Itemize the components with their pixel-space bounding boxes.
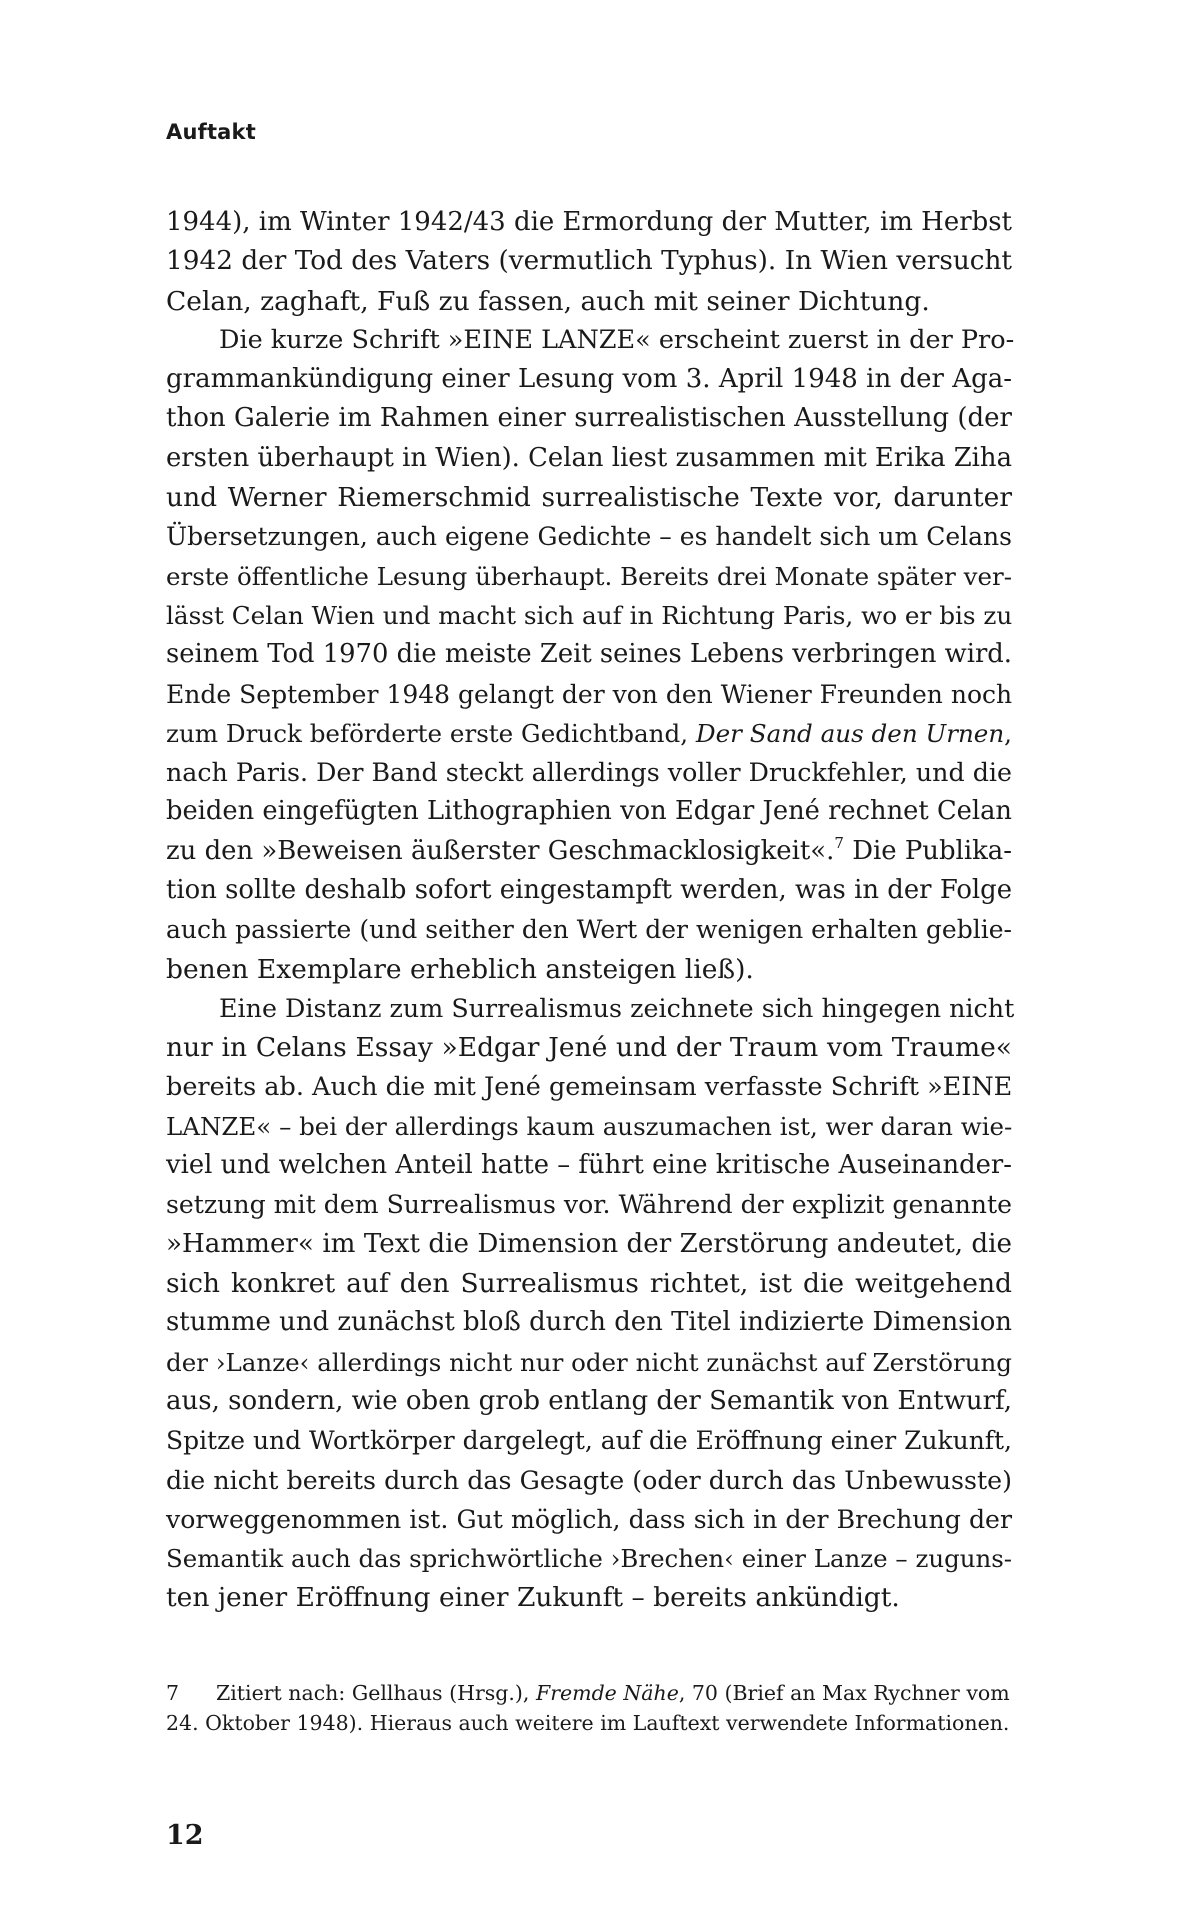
- line-text: Die Publika-: [843, 835, 1012, 866]
- body-line: stumme und zunächst bloß durch den Titel indizierte Dimension: [166, 1307, 1012, 1338]
- body-line: tion sollte deshalb sofort eingestampft werden, was in der Folge: [166, 875, 1012, 906]
- body-line: Die kurze Schrift »EINE LANZE« erscheint zuerst in der Pro-: [219, 324, 1015, 355]
- footnote-number: 7: [166, 1681, 180, 1705]
- body-line: thon Galerie im Rahmen einer surrealistischen Ausstellung (der: [166, 403, 1012, 434]
- body-line: nach Paris. Der Band steckt allerdings voller Druckfehler, und die: [166, 758, 1012, 788]
- body-line: die nicht bereits durch das Gesagte (oder durch das Unbewusste): [166, 1465, 1012, 1495]
- body-line: [166, 832, 1012, 871]
- body-line: Spitze und Wortkörper dargelegt, auf die Eröffnung einer Zukunft,: [166, 1426, 1012, 1456]
- body-line: LANZE« – bei der allerdings kaum auszumachen ist, wer daran wie-: [166, 1111, 1013, 1141]
- line-text: zu den »Beweisen äußerster Geschmacklosigkeit«.: [166, 835, 835, 866]
- footnote: [166, 1678, 1012, 1738]
- body-line: lässt Celan Wien und macht sich auf in Richtung Paris, wo er bis zu: [166, 600, 1013, 630]
- body-line: erste öffentliche Lesung überhaupt. Bereits drei Monate später ver-: [166, 561, 1012, 591]
- body-line: seinem Tod 1970 die meiste Zeit seines Lebens verbringen wird.: [166, 639, 1012, 670]
- body-line: vorweggenommen ist. Gut möglich, dass sich in der Brechung der: [166, 1504, 1012, 1534]
- body-line: bereits ab. Auch die mit Jené gemeinsam verfasste Schrift »EINE: [166, 1071, 1013, 1102]
- body-line: Eine Distanz zum Surrealismus zeichnete sich hingegen nicht: [219, 992, 1015, 1023]
- body-line: »Hammer« im Text die Dimension der Zerstörung andeutet, die: [166, 1228, 1012, 1259]
- footnote-text: , 70 (Brief an Max Rychner vom: [678, 1681, 1010, 1705]
- body-line: ten jener Eröffnung einer Zukunft – bereits ankündigt.: [166, 1582, 900, 1614]
- body-line: Semantik auch das sprichwörtliche ›Brechen‹ einer Lanze – zuguns-: [166, 1544, 1012, 1574]
- body-line: Übersetzungen, auch eigene Gedichte – es handelt sich um Celans: [166, 522, 1012, 552]
- book-title: Der Sand aus den Urnen: [695, 718, 1005, 748]
- running-head: Auftakt: [166, 120, 256, 144]
- footnote-line: [166, 1678, 1012, 1708]
- body-line: Ende September 1948 gelangt der von den Wiener Freunden noch: [166, 679, 1013, 709]
- body-line: beiden eingefügten Lithographien von Edgar Jené rechnet Celan: [166, 796, 1012, 827]
- body-line: 1944), im Winter 1942/43 die Ermordung der Mutter, im Herbst: [166, 207, 1012, 237]
- body-line: auch passierte (und seither den Wert der wenigen erhalten geblie-: [166, 915, 1012, 945]
- body-line: der ›Lanze‹ allerdings nicht nur oder nicht zunächst auf Zerstörung: [166, 1347, 1012, 1377]
- line-text: ,: [1004, 718, 1012, 748]
- body-line: setzung mit dem Surrealismus vor. Während der explizit genannte: [166, 1190, 1012, 1220]
- body-line: grammankündigung einer Lesung vom 3. April 1948 in der Aga-: [166, 364, 1012, 395]
- line-text: zum Druck beförderte erste Gedichtband,: [166, 718, 696, 748]
- body-line: Celan, zaghaft, Fuß zu fassen, auch mit seiner Dichtung.: [166, 285, 930, 317]
- body-text: [166, 203, 1015, 1618]
- footnote-book-title: Fremde Nähe: [535, 1681, 679, 1705]
- body-line: ersten überhaupt in Wien). Celan liest zusammen mit Erika Ziha: [166, 442, 1012, 473]
- page-number: 12: [166, 1820, 204, 1851]
- body-line: viel und welchen Anteil hatte – führt eine kritische Auseinander-: [166, 1150, 1012, 1181]
- body-line: [166, 714, 1012, 753]
- footnote-reference[interactable]: 7: [834, 833, 844, 852]
- body-line: aus, sondern, wie oben grob entlang der Semantik von Entwurf,: [166, 1385, 1012, 1416]
- body-line: nur in Celans Essay »Edgar Jené und der Traum vom Traume«: [166, 1032, 1012, 1064]
- body-line: sich konkret auf den Surrealismus richtet, ist die weitgehend: [166, 1268, 1012, 1300]
- body-line: und Werner Riemerschmid surrealistische Texte vor, darunter: [166, 482, 1012, 514]
- body-line: benen Exemplare erheblich ansteigen ließ).: [166, 953, 754, 985]
- footnote-text: Zitiert nach: Gellhaus (Hrsg.),: [216, 1681, 536, 1705]
- body-line: 1942 der Tod des Vaters (vermutlich Typhus). In Wien versucht: [166, 246, 1012, 277]
- footnote-line: 24. Oktober 1948). Hieraus auch weitere im Lauftext verwendete Informationen.: [166, 1711, 1010, 1735]
